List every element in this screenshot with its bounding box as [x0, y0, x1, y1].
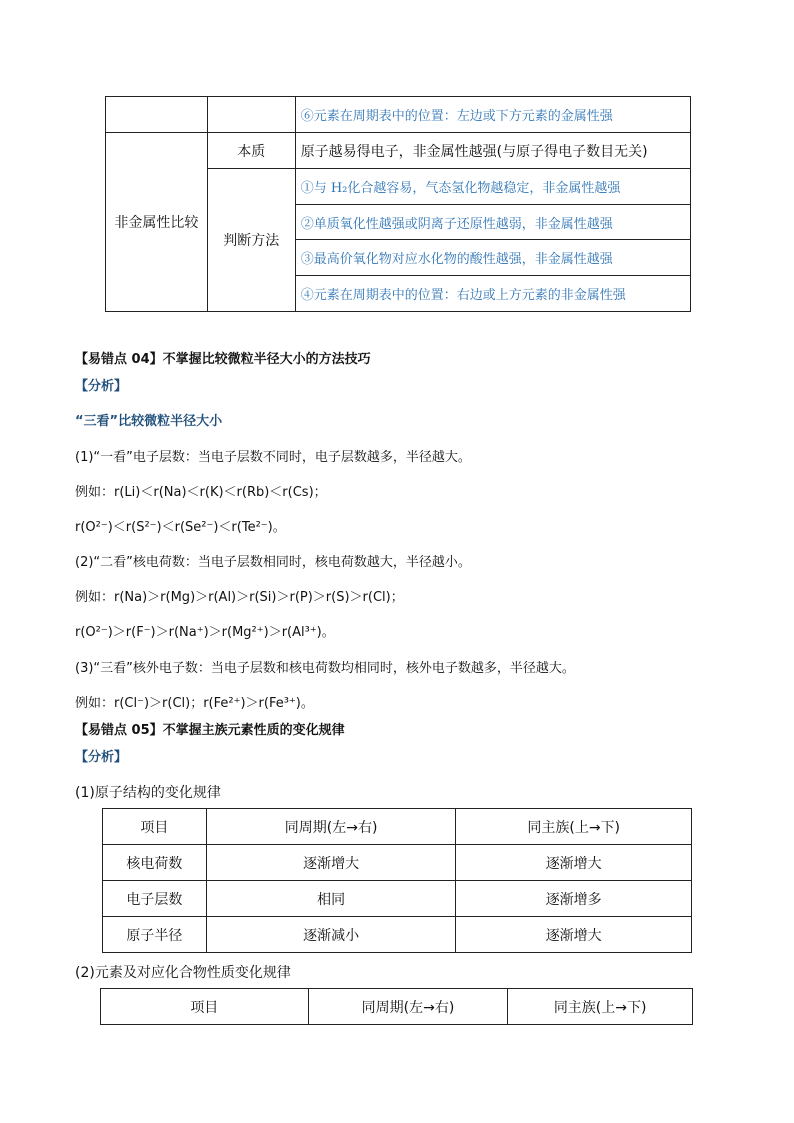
item-3: (3)“三看”核外电子数：当电子层数和核电荷数均相同时，核外电子数越多，半径越大。 — [75, 661, 575, 676]
method-3: ③最高价氧化物对应水化物的酸性越强，非金属性越强 — [295, 240, 690, 276]
table-header: 同主族(上→下) — [508, 989, 693, 1025]
method-4: ④元素在周期表中的位置：右边或上方元素的非金属性强 — [295, 276, 690, 312]
atomic-structure-table — [102, 808, 692, 953]
item-2: (2)“二看”核电荷数：当电子层数相同时，核电荷数越大，半径越小。 — [75, 555, 471, 570]
table-cell: 电子层数 — [103, 881, 207, 917]
section-04-analysis: 【分析】 — [75, 379, 128, 394]
table-row — [103, 881, 692, 917]
section-05-analysis: 【分析】 — [75, 750, 128, 765]
table-cell: 逐渐增多 — [456, 881, 692, 917]
table-cell: 原子半径 — [103, 917, 207, 953]
table-header: 同周期(左→右) — [206, 809, 456, 845]
table-cell: 逐渐增大 — [206, 845, 456, 881]
table-header: 同主族(上→下) — [456, 809, 692, 845]
section-04-title: 【易错点 04】不掌握比较微粒半径大小的方法技巧 — [75, 352, 371, 367]
example-1b: r(O²⁻)＜r(S²⁻)＜r(Se²⁻)＜r(Te²⁻)。 — [75, 520, 286, 535]
metal-rule-6: ⑥元素在周期表中的位置：左边或下方元素的金属性强 — [295, 97, 690, 133]
table-cell: 逐渐增大 — [456, 845, 692, 881]
table-cell: 逐渐增大 — [456, 917, 692, 953]
table-header: 项目 — [103, 809, 207, 845]
example-1a: 例如：r(Li)＜r(Na)＜r(K)＜r(Rb)＜r(Cs)； — [75, 485, 327, 500]
section-05-sub2: (2)元素及对应化合物性质变化规律 — [75, 965, 291, 981]
example-2a: 例如：r(Na)＞r(Mg)＞r(Al)＞r(Si)＞r(P)＞r(S)＞r(Cl)； — [75, 590, 404, 605]
nonmetal-group-label: 非金属性比较 — [106, 133, 208, 312]
item-1: (1)“一看”电子层数：当电子层数不同时，电子层数越多，半径越大。 — [75, 450, 471, 465]
example-3: 例如：r(Cl⁻)＞r(Cl)；r(Fe²⁺)＞r(Fe³⁺)。 — [75, 696, 314, 711]
essence-label: 本质 — [207, 133, 295, 169]
property-trend-table — [100, 988, 693, 1025]
table-header: 项目 — [101, 989, 309, 1025]
section-04-subtitle: “三看”比较微粒半径大小 — [75, 414, 223, 429]
empty-cell — [106, 97, 208, 133]
example-2b: r(O²⁻)＞r(F⁻)＞r(Na⁺)＞r(Mg²⁺)＞r(Al³⁺)。 — [75, 625, 335, 640]
section-05-sub1: (1)原子结构的变化规律 — [75, 785, 221, 801]
table-cell: 相同 — [206, 881, 456, 917]
nonmetal-comparison-table — [105, 96, 691, 312]
table-row — [103, 917, 692, 953]
essence-text: 原子越易得电子，非金属性越强(与原子得电子数目无关) — [295, 133, 690, 169]
method-label: 判断方法 — [207, 169, 295, 312]
empty-cell — [207, 97, 295, 133]
table-header: 同周期(左→右) — [308, 989, 508, 1025]
section-05-title: 【易错点 05】不掌握主族元素性质的变化规律 — [75, 723, 345, 738]
table-row — [103, 845, 692, 881]
method-2: ②单质氧化性越强或阴离子还原性越弱，非金属性越强 — [295, 205, 690, 240]
table-cell: 逐渐减小 — [206, 917, 456, 953]
table-cell: 核电荷数 — [103, 845, 207, 881]
method-1: ①与 H₂化合越容易，气态氢化物越稳定，非金属性越强 — [295, 169, 690, 205]
